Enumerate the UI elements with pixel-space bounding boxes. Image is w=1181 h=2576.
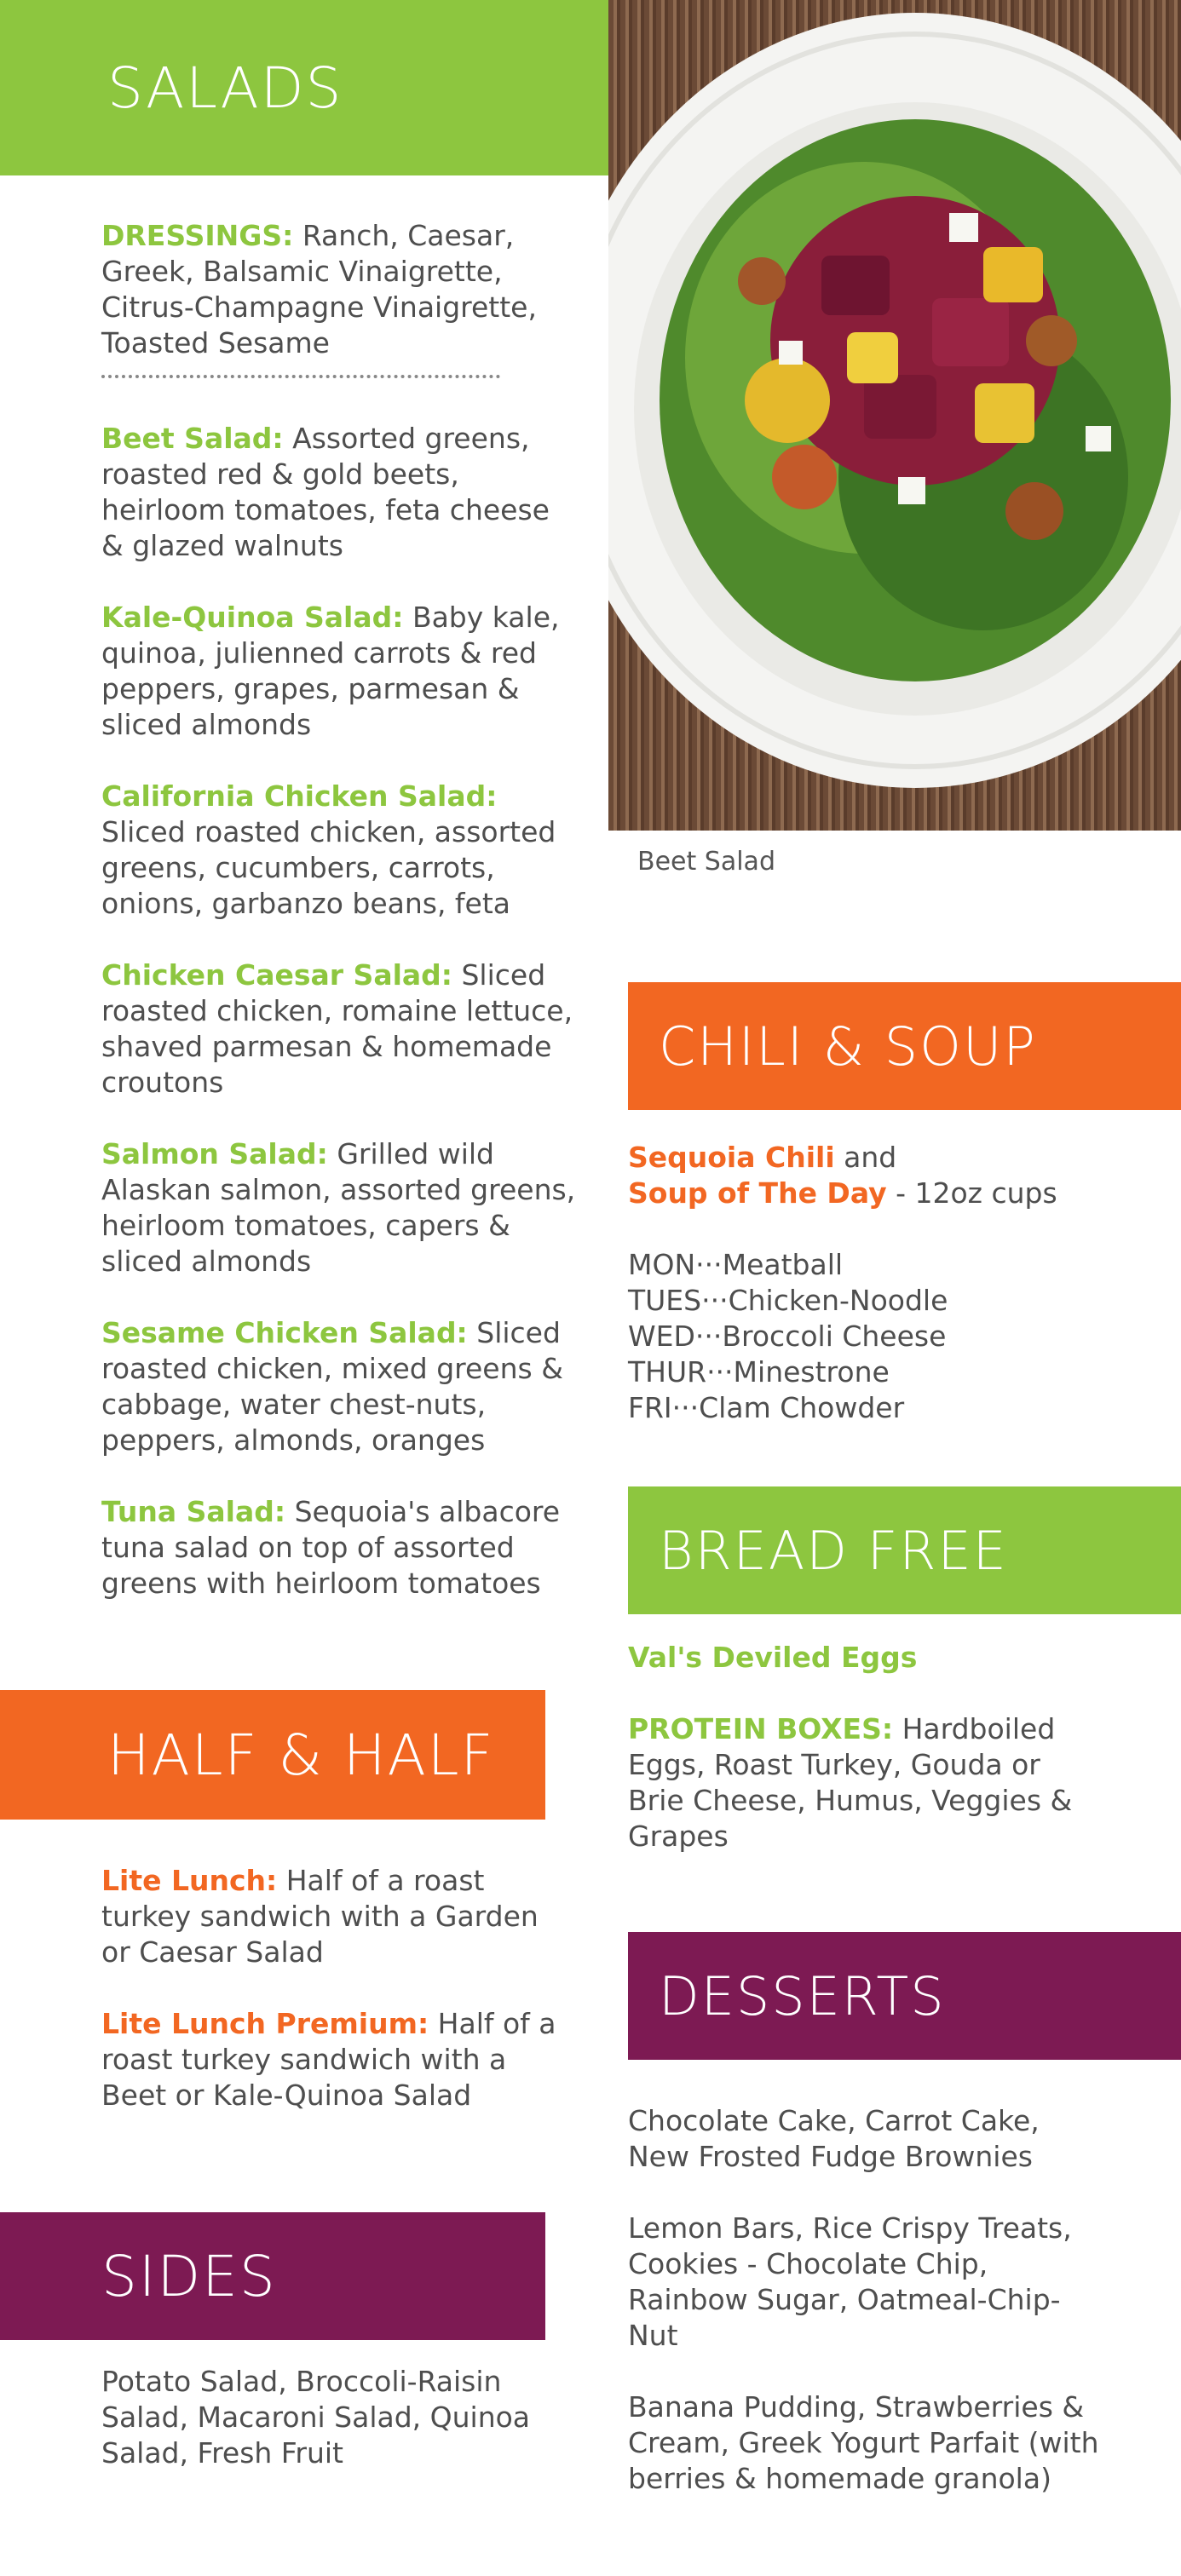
half-half-name: Lite Lunch:: [101, 1864, 278, 1897]
salad-description: Assorted greens, roasted red & gold beets, heirloom tomatoes, feta cheese & glazed walnuts: [101, 422, 550, 562]
chili-soup-title: CHILI & SOUP: [659, 1015, 1037, 1078]
soup-day: [628, 1319, 1139, 1354]
soup-day-soup: Meatball: [722, 1248, 844, 1281]
bread-free-banner: [628, 1486, 1181, 1614]
beet-salad-photo: [608, 0, 1181, 831]
dressings-label: DRESSINGS:: [101, 219, 294, 252]
boxes-label: PROTEIN BOXES:: [628, 1712, 894, 1745]
photo-caption: Beet Salad: [637, 847, 775, 877]
sides-section: [101, 2364, 553, 2471]
salad-item: [101, 779, 579, 922]
soup-day-name: WED: [628, 1320, 695, 1353]
chili-soup-banner: [628, 982, 1181, 1110]
soup-day: [628, 1247, 1139, 1283]
soup-days-list: [628, 1247, 1139, 1426]
salad-item: [101, 421, 579, 564]
half-half-section: [101, 1863, 562, 2113]
dessert-paragraph: Banana Pudding, Strawberries & Cream, Greek Yogurt Parfait (with berries & homemade granola): [628, 2390, 1099, 2495]
salad-list: [101, 421, 579, 1601]
salad-name: Beet Salad:: [101, 422, 284, 455]
salads-title: SALADS: [107, 55, 343, 121]
salad-name: Salmon Salad:: [101, 1137, 328, 1170]
half-half-banner: [0, 1690, 545, 1820]
soup-day-soup: Broccoli Cheese: [722, 1320, 947, 1353]
soup-day: [628, 1283, 1139, 1319]
salad-item: [101, 1136, 579, 1279]
deviled-eggs: [628, 1640, 1088, 1676]
salad-description: Baby kale, quinoa, julienned carrots & red peppers, grapes, parmesan & sliced almonds: [101, 601, 560, 741]
desserts-section: [628, 2103, 1105, 2497]
half-half-item: [101, 2006, 562, 2113]
bread-free-title: BREAD FREE: [659, 1519, 1008, 1582]
salad-name: Tuna Salad:: [101, 1495, 286, 1528]
salad-name: Sesame Chicken Salad:: [101, 1316, 468, 1349]
salad-description: Grilled wild Alaskan salmon, assorted greens, heirloom tomatoes, capers & sliced almonds: [101, 1137, 576, 1278]
desserts-banner: [628, 1932, 1181, 2060]
soup-day-name: TUES: [628, 1284, 702, 1317]
dressings-text: Ranch, Caesar, Greek, Balsamic Vinaigrette, Citrus-Champagne Vinaigrette, Toasted Sesame: [101, 219, 537, 359]
eggs-label: Val's Deviled Eggs: [628, 1641, 918, 1674]
half-half-description: Half of a roast turkey sandwich with a Beet or Kale-Quinoa Salad: [101, 2007, 556, 2112]
soup-day-separator: ···: [694, 1320, 723, 1353]
soup-day: [628, 1354, 1139, 1390]
soup-day-name: THUR: [628, 1355, 707, 1389]
soup-day-soup: Chicken-Noodle: [728, 1284, 948, 1317]
salad-description: Sliced roasted chicken, mixed greens & cabbage, water chest-nuts, peppers, almonds, oranges: [101, 1316, 563, 1457]
salad-name: Chicken Caesar Salad:: [101, 958, 452, 992]
soup-label: Soup of The Day: [628, 1176, 887, 1210]
sides-title: SIDES: [101, 2243, 277, 2309]
salad-name: California Chicken Salad:: [101, 779, 498, 813]
dessert-paragraph: Chocolate Cake, Carrot Cake, New Frosted Fudge Brownies: [628, 2104, 1040, 2173]
salad-description: Sliced roasted chicken, assorted greens, cucumbers, carrots, onions, garbanzo beans, feta: [101, 815, 556, 920]
desserts-title: DESSERTS: [659, 1964, 946, 2027]
salads-section: [101, 218, 579, 1601]
chili-label: Sequoia Chili: [628, 1141, 835, 1174]
soup-day: [628, 1390, 1139, 1426]
sides-banner: [0, 2212, 545, 2340]
half-half-name: Lite Lunch Premium:: [101, 2007, 429, 2040]
chili-soup-section: [628, 1140, 1139, 1426]
dressings: [101, 218, 579, 361]
protein-boxes: [628, 1711, 1088, 1854]
salad-item: [101, 957, 579, 1101]
half-half-title: HALF & HALF: [107, 1722, 495, 1788]
half-half-description: Half of a roast turkey sandwich with a Garden or Caesar Salad: [101, 1864, 539, 1969]
chili-soup-intro: [628, 1140, 1139, 1211]
half-half-list: [101, 1863, 562, 2113]
salad-description: Sequoia's albacore tuna salad on top of assorted greens with heirloom tomatoes: [101, 1495, 561, 1600]
bread-free-section: [628, 1640, 1088, 1854]
soup-day-separator: ···: [706, 1355, 734, 1389]
salad-item: [101, 1494, 579, 1601]
soup-day-name: MON: [628, 1248, 696, 1281]
salad-item: [101, 600, 579, 743]
boxes-text: Hardboiled Eggs, Roast Turkey, Gouda or Brie Cheese, Humus, Veggies & Grapes: [628, 1712, 1073, 1853]
salad-name: Kale-Quinoa Salad:: [101, 601, 404, 634]
half-half-item: [101, 1863, 562, 1970]
soup-day-separator: ···: [695, 1248, 723, 1281]
soup-day-name: FRI: [628, 1391, 672, 1424]
salad-description: Sliced roasted chicken, romaine lettuce, shaved parmesan & homemade croutons: [101, 958, 573, 1099]
dessert-paragraph: Lemon Bars, Rice Crispy Treats, Cookies - Chocolate Chip, Rainbow Sugar, Oatmeal-Chip-Nut: [628, 2211, 1072, 2352]
and-text: and: [834, 1141, 897, 1174]
dotted-divider: [101, 375, 500, 378]
soup-day-soup: Minestrone: [733, 1355, 890, 1389]
soup-day-soup: Clam Chowder: [699, 1391, 905, 1424]
soup-day-separator: ···: [701, 1284, 729, 1317]
cups-text: - 12oz cups: [886, 1176, 1057, 1210]
salad-item: [101, 1315, 579, 1458]
salads-banner: [0, 0, 608, 175]
sides-text: Potato Salad, Broccoli-Raisin Salad, Macaroni Salad, Quinoa Salad, Fresh Fruit: [101, 2365, 531, 2470]
soup-day-separator: ···: [671, 1391, 700, 1424]
